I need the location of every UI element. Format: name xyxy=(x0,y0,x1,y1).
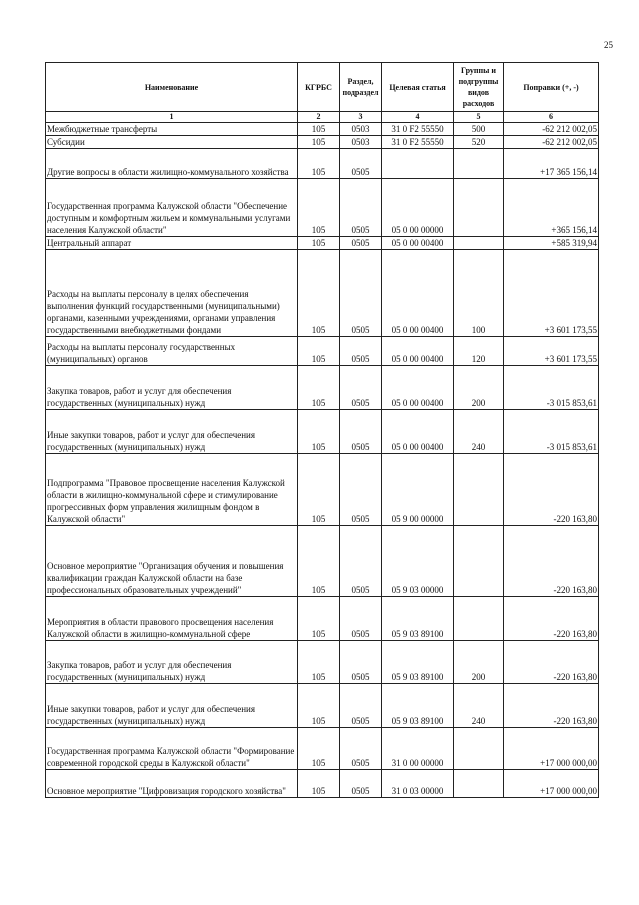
row-name: Расходы на выплаты персоналу государственных (муниципальных) органов xyxy=(46,337,298,366)
column-numbers-row xyxy=(46,112,599,123)
row-group xyxy=(454,728,504,770)
row-amount: -220 163,80 xyxy=(504,454,599,526)
row-amount: +585 319,94 xyxy=(504,237,599,250)
row-group xyxy=(454,526,504,597)
row-target: 05 9 03 00000 xyxy=(382,526,454,597)
row-amount: -3 015 853,61 xyxy=(504,410,599,454)
row-target: 05 0 00 00000 xyxy=(382,179,454,237)
table-row xyxy=(46,597,599,641)
row-kgrbs: 105 xyxy=(298,366,340,410)
row-group xyxy=(454,454,504,526)
row-target: 05 9 03 89100 xyxy=(382,684,454,728)
row-section: 0503 xyxy=(340,136,382,149)
row-kgrbs: 105 xyxy=(298,597,340,641)
row-section: 0505 xyxy=(340,728,382,770)
row-section: 0505 xyxy=(340,597,382,641)
row-name: Государственная программа Калужской области "Формирование современной городской среды в Калужской области" xyxy=(46,728,298,770)
row-kgrbs: 105 xyxy=(298,123,340,136)
row-target: 05 9 03 89100 xyxy=(382,597,454,641)
row-kgrbs: 105 xyxy=(298,179,340,237)
table-body xyxy=(46,123,599,798)
row-name: Иные закупки товаров, работ и услуг для обеспечения государственных (муниципальных) нужд xyxy=(46,410,298,454)
row-kgrbs: 105 xyxy=(298,641,340,684)
row-group xyxy=(454,597,504,641)
row-name: Закупка товаров, работ и услуг для обеспечения государственных (муниципальных) нужд xyxy=(46,641,298,684)
row-amount: -220 163,80 xyxy=(504,526,599,597)
page-number: 25 xyxy=(604,40,613,50)
column-number: 5 xyxy=(454,112,504,123)
row-target: 05 9 00 00000 xyxy=(382,454,454,526)
row-target: 05 0 00 00400 xyxy=(382,337,454,366)
table-row xyxy=(46,366,599,410)
row-group xyxy=(454,149,504,179)
row-target: 31 0 00 00000 xyxy=(382,728,454,770)
row-section: 0505 xyxy=(340,337,382,366)
row-amount: +3 601 173,55 xyxy=(504,337,599,366)
table-row xyxy=(46,684,599,728)
header-target: Целевая статья xyxy=(382,63,454,112)
table-row xyxy=(46,179,599,237)
row-section: 0505 xyxy=(340,250,382,337)
row-group: 240 xyxy=(454,410,504,454)
row-amount: -220 163,80 xyxy=(504,684,599,728)
table-row xyxy=(46,454,599,526)
row-group: 120 xyxy=(454,337,504,366)
row-group: 200 xyxy=(454,641,504,684)
table-row xyxy=(46,250,599,337)
row-group: 500 xyxy=(454,123,504,136)
row-kgrbs: 105 xyxy=(298,149,340,179)
row-kgrbs: 105 xyxy=(298,237,340,250)
row-target: 05 0 00 00400 xyxy=(382,250,454,337)
row-amount: -3 015 853,61 xyxy=(504,366,599,410)
row-amount: -220 163,80 xyxy=(504,641,599,684)
table-row xyxy=(46,728,599,770)
table-row xyxy=(46,410,599,454)
table-row xyxy=(46,641,599,684)
row-section: 0503 xyxy=(340,123,382,136)
table-row xyxy=(46,237,599,250)
table-row xyxy=(46,770,599,798)
row-group: 520 xyxy=(454,136,504,149)
row-section: 0505 xyxy=(340,149,382,179)
table-row xyxy=(46,149,599,179)
row-group xyxy=(454,237,504,250)
row-name: Государственная программа Калужской области "Обеспечение доступным и комфортным жильем и коммунальными услугами населения Калужской области" xyxy=(46,179,298,237)
row-section: 0505 xyxy=(340,179,382,237)
row-group xyxy=(454,179,504,237)
row-name: Центральный аппарат xyxy=(46,237,298,250)
row-kgrbs: 105 xyxy=(298,410,340,454)
header-name: Наименование xyxy=(46,63,298,112)
row-kgrbs: 105 xyxy=(298,684,340,728)
row-target: 05 0 00 00400 xyxy=(382,237,454,250)
row-name: Закупка товаров, работ и услуг для обеспечения государственных (муниципальных) нужд xyxy=(46,366,298,410)
row-kgrbs: 105 xyxy=(298,337,340,366)
header-group: Группы и подгруппы видов расходов xyxy=(454,63,504,112)
header-section: Раздел, подраздел xyxy=(340,63,382,112)
row-name: Иные закупки товаров, работ и услуг для обеспечения государственных (муниципальных) нужд xyxy=(46,684,298,728)
row-name: Субсидии xyxy=(46,136,298,149)
table-row xyxy=(46,337,599,366)
row-group: 200 xyxy=(454,366,504,410)
row-target: 31 0 03 00000 xyxy=(382,770,454,798)
column-number: 6 xyxy=(504,112,599,123)
budget-amendments-table xyxy=(45,62,599,798)
table-row xyxy=(46,136,599,149)
row-amount: +17 365 156,14 xyxy=(504,149,599,179)
row-section: 0505 xyxy=(340,684,382,728)
row-name: Основное мероприятие "Цифровизация городского хозяйства" xyxy=(46,770,298,798)
row-section: 0505 xyxy=(340,366,382,410)
table-row xyxy=(46,123,599,136)
row-name: Другие вопросы в области жилищно-коммунального хозяйства xyxy=(46,149,298,179)
row-kgrbs: 105 xyxy=(298,728,340,770)
row-group xyxy=(454,770,504,798)
row-group: 100 xyxy=(454,250,504,337)
row-amount: -220 163,80 xyxy=(504,597,599,641)
header-kgrbs: КГРБС xyxy=(298,63,340,112)
row-section: 0505 xyxy=(340,454,382,526)
row-section: 0505 xyxy=(340,237,382,250)
row-name: Межбюджетные трансферты xyxy=(46,123,298,136)
row-amount: -62 212 002,05 xyxy=(504,136,599,149)
row-target: 05 9 03 89100 xyxy=(382,641,454,684)
row-name: Расходы на выплаты персоналу в целях обеспечения выполнения функций государственными (муниципальными) органами, казенными учреждениями, органами управления государственными внебюджетными фондами xyxy=(46,250,298,337)
row-section: 0505 xyxy=(340,770,382,798)
row-section: 0505 xyxy=(340,526,382,597)
row-kgrbs: 105 xyxy=(298,770,340,798)
row-amount: +3 601 173,55 xyxy=(504,250,599,337)
column-number: 2 xyxy=(298,112,340,123)
row-target: 31 0 F2 55550 xyxy=(382,136,454,149)
row-amount: +17 000 000,00 xyxy=(504,728,599,770)
row-target xyxy=(382,149,454,179)
row-name: Подпрограмма "Правовое просвещение населения Калужской области в жилищно-коммунальной сфере и стимулирование прогрессивных форм управления жилищным фондом в Калужской области" xyxy=(46,454,298,526)
row-amount: +17 000 000,00 xyxy=(504,770,599,798)
header-amount: Поправки (+, -) xyxy=(504,63,599,112)
row-name: Мероприятия в области правового просвещения населения Калужской области в жилищно-коммунальной сфере xyxy=(46,597,298,641)
column-number: 4 xyxy=(382,112,454,123)
row-kgrbs: 105 xyxy=(298,136,340,149)
row-kgrbs: 105 xyxy=(298,526,340,597)
row-section: 0505 xyxy=(340,641,382,684)
row-section: 0505 xyxy=(340,410,382,454)
row-group: 240 xyxy=(454,684,504,728)
table-row xyxy=(46,526,599,597)
row-target: 31 0 F2 55550 xyxy=(382,123,454,136)
row-target: 05 0 00 00400 xyxy=(382,410,454,454)
row-amount: -62 212 002,05 xyxy=(504,123,599,136)
row-kgrbs: 105 xyxy=(298,250,340,337)
column-number: 1 xyxy=(46,112,298,123)
row-kgrbs: 105 xyxy=(298,454,340,526)
row-name: Основное мероприятие "Организация обучения и повышения квалификации граждан Калужской области на базе профессиональных образовательных учреждений" xyxy=(46,526,298,597)
row-target: 05 0 00 00400 xyxy=(382,366,454,410)
column-number: 3 xyxy=(340,112,382,123)
row-amount: +365 156,14 xyxy=(504,179,599,237)
